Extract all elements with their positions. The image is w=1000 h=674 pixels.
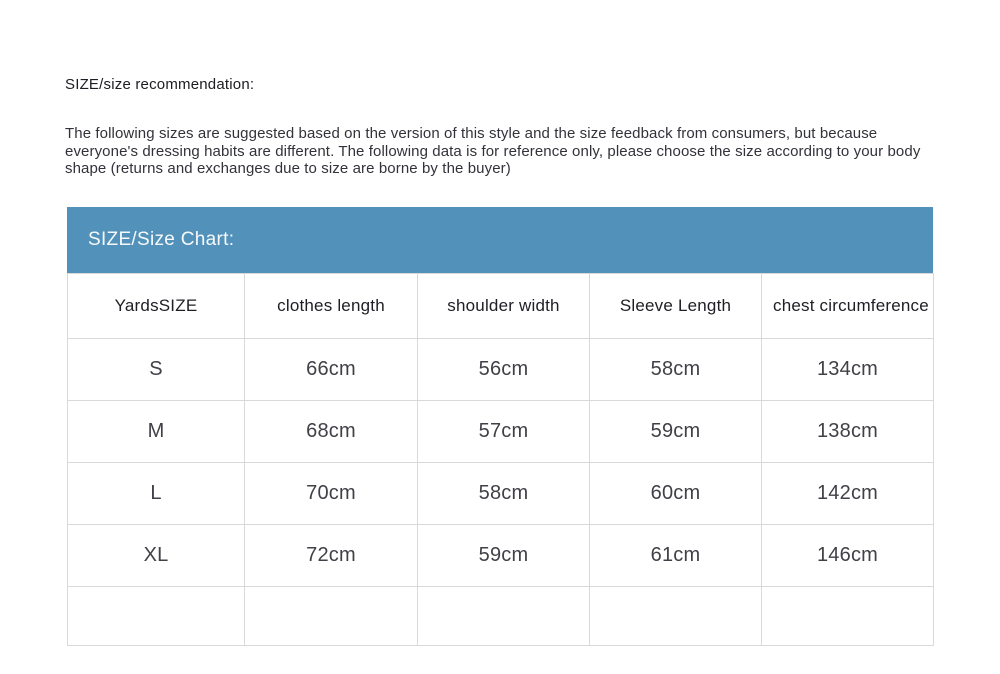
cell-sleeve-length: 60cm (590, 463, 762, 525)
table-header-row (68, 274, 934, 339)
cell-size: XL (68, 525, 245, 587)
table-row-l (68, 463, 934, 525)
cell-size (68, 587, 245, 646)
column-header-chest-circumference: chest circumference (762, 274, 934, 339)
cell-shoulder-width: 59cm (418, 525, 590, 587)
cell-size: S (68, 339, 245, 401)
cell-chest-circumference (762, 587, 934, 646)
cell-chest-circumference: 138cm (762, 401, 934, 463)
cell-chest-circumference: 142cm (762, 463, 934, 525)
cell-clothes-length: 66cm (245, 339, 418, 401)
cell-sleeve-length: 61cm (590, 525, 762, 587)
cell-chest-circumference: 146cm (762, 525, 934, 587)
cell-size: L (68, 463, 245, 525)
size-recommendation-description: The following sizes are suggested based on the version of this style and the size feedback from consumers, but because everyone's dressing habits are different. The following data is for reference only, please choose the size according to your body shape (returns and exchanges due to size are borne by the buyer) (65, 125, 921, 177)
cell-clothes-length (245, 587, 418, 646)
size-chart-title: SIZE/Size Chart: (88, 229, 235, 250)
cell-clothes-length: 72cm (245, 525, 418, 587)
table-row-s (68, 339, 934, 401)
column-header-clothes-length: clothes length (245, 274, 418, 339)
cell-sleeve-length: 59cm (590, 401, 762, 463)
cell-sleeve-length: 58cm (590, 339, 762, 401)
cell-size: M (68, 401, 245, 463)
size-chart-title-bar (67, 207, 933, 273)
size-recommendation-heading: SIZE/size recommendation: (65, 76, 255, 93)
table-row-m (68, 401, 934, 463)
column-header-shoulder-width: shoulder width (418, 274, 590, 339)
table-row-xl (68, 525, 934, 587)
cell-shoulder-width (418, 587, 590, 646)
cell-shoulder-width: 58cm (418, 463, 590, 525)
cell-shoulder-width: 56cm (418, 339, 590, 401)
column-header-sleeve-length: Sleeve Length (590, 274, 762, 339)
cell-clothes-length: 70cm (245, 463, 418, 525)
cell-shoulder-width: 57cm (418, 401, 590, 463)
cell-chest-circumference: 134cm (762, 339, 934, 401)
table-row-empty (68, 587, 934, 646)
column-header-size: YardsSIZE (68, 274, 245, 339)
size-chart-table (67, 273, 934, 646)
cell-sleeve-length (590, 587, 762, 646)
cell-clothes-length: 68cm (245, 401, 418, 463)
